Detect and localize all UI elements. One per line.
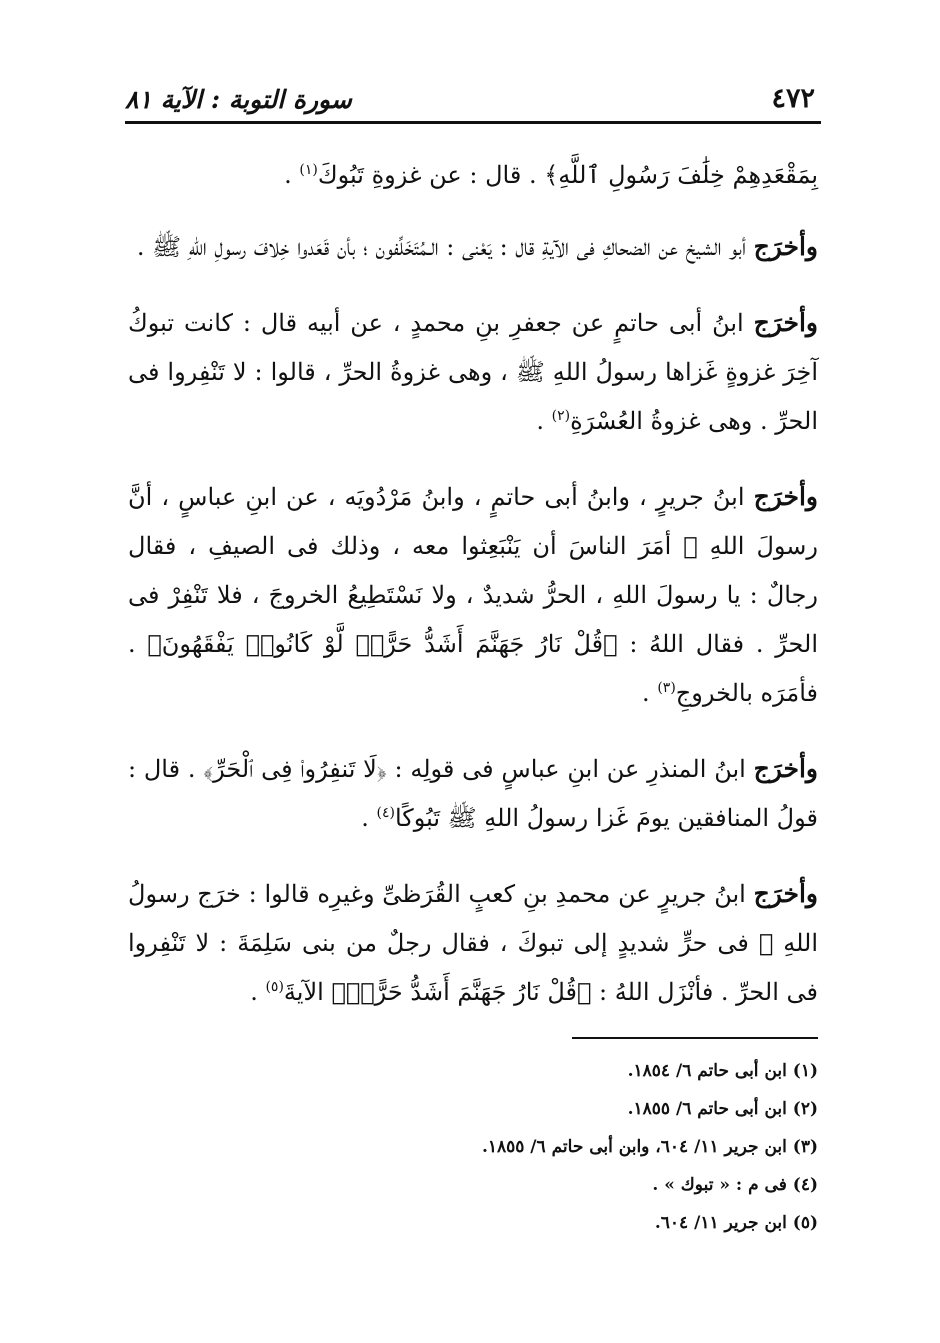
paragraph-text: ابنُ جريرٍ ، وابنُ أبى حاتمٍ ، وابنُ مَرْدُويَه ، عن ابنِ عباسٍ ، أنَّ رسولَ اللهِ ﷺ أمَرَ الناسَ أن يَنْبَعِثوا معه ، وذلك فى الصيفِ ، فقال رجالٌ : يا رسولَ اللهِ ، الحرُّ شديدٌ ، ولا نَسْتَطِيعُ الخروجَ ، فلا تَنْفِرْ فى الحرِّ . فقال اللهُ : ﴿قُلْ نَارُ جَهَنَّمَ أَشَدُّ حَرًّاۚ لَّوْ كَانُوا۟ يَفْقَهُونَ﴾ . فأمَرَه بالخروجِ xyxy=(128,483,818,707)
paragraph-tail: . xyxy=(361,804,377,832)
footnote-item: (٢) ابن أبى حاتم ٦/ ١٨٥٥. xyxy=(627,1099,818,1119)
paragraph-text: ابنُ المنذرِ عن ابنِ عباسٍ فى قولِه : ﴿لَا تَنفِرُوا۟ فِى ٱلْحَرِّ﴾ . قال : قولُ المنافقين يومَ غَزا رسولُ اللهِ ﷺ تَبُوكًا xyxy=(128,755,818,832)
paragraph xyxy=(128,150,818,200)
paragraph-text: ابنُ جريرٍ عن محمدِ بنِ كعبٍ القُرَظىِّ وغيرِه قالوا : خرَج رسولُ اللهِ ﷺ فى حرٍّ شديدٍ إلى تبوكَ ، فقال رجلٌ من بنى سَلِمَةَ : لا تَنْفِروا فى الحرِّ . فأنْزَل اللهُ : ﴿قُلْ نَارُ جَهَنَّمَ أَشَدُّ حَرًّاۚ﴾ الآيةَ xyxy=(128,880,818,1006)
paragraph-lead: وأخرَج xyxy=(753,232,818,261)
footnote-item: (٣) ابن جرير ١١/ ٦٠٤، وابن أبى حاتم ٦/ ١٨٥٥. xyxy=(481,1137,818,1157)
running-title: سورة التوبة : الآية ٨١ xyxy=(125,85,352,114)
paragraph-tail: . xyxy=(284,161,300,189)
paragraph-lead: وأخرَج xyxy=(753,308,818,337)
paragraph xyxy=(128,298,818,446)
footnotes xyxy=(128,1052,818,1242)
paragraph-tail: . xyxy=(536,407,552,435)
paragraph xyxy=(128,869,818,1017)
footnote-reference: (٥) xyxy=(265,979,284,995)
main-text xyxy=(128,150,818,1043)
paragraph-text: بِمَقْعَدِهِمْ خِلَٰفَ رَسُولِ ٱللَّهِ﴾ . قال : عن غزوةِ تَبُوكَ xyxy=(317,161,818,189)
footnote-reference: (١) xyxy=(299,162,318,178)
page-header xyxy=(125,62,815,114)
paragraph-tail: . xyxy=(250,978,266,1006)
paragraph xyxy=(128,472,818,718)
footnote-item: (١) ابن أبى حاتم ٦/ ١٨٥٤. xyxy=(627,1061,818,1081)
paragraph-text: أبو الشيخ عن الضحاكِ فى الآيةِ قال : يَعْنى : الـمُتَخَلِّفون ؛ بأن قَعَدوا خِلافَ رسولِ اللهِ ﷺ . xyxy=(136,233,754,261)
page-number: ٤٧٢ xyxy=(771,83,815,114)
footnote-item: (٤) فى م : « تبوك » . xyxy=(652,1175,818,1195)
footnote-reference: (٤) xyxy=(376,805,395,821)
footnote-item: (٥) ابن جرير ١١/ ٦٠٤. xyxy=(654,1213,818,1233)
header-rule xyxy=(125,121,821,124)
paragraph xyxy=(128,744,818,843)
paragraph xyxy=(128,222,818,272)
paragraph-lead: وأخرَج xyxy=(753,754,818,783)
paragraph-lead: وأخرَج xyxy=(753,482,818,511)
footnote-reference: (٢) xyxy=(551,408,571,424)
footnote-rule xyxy=(572,1037,818,1039)
paragraph-lead: وأخرَج xyxy=(753,879,818,908)
paragraph-text: ابنُ أبى حاتمٍ عن جعفرِ بنِ محمدٍ ، عن أبيه قال : كانت تبوكُ آخِرَ غزوةٍ غَزاها رسولُ اللهِ ﷺ ، وهى غزوةُ الحرِّ ، قالوا : لا تَنْفِروا فى الحرِّ . وهى غزوةُ العُسْرَةِ xyxy=(128,309,818,435)
footnote-reference: (٣) xyxy=(657,680,676,696)
paragraph-tail: . xyxy=(642,679,658,707)
